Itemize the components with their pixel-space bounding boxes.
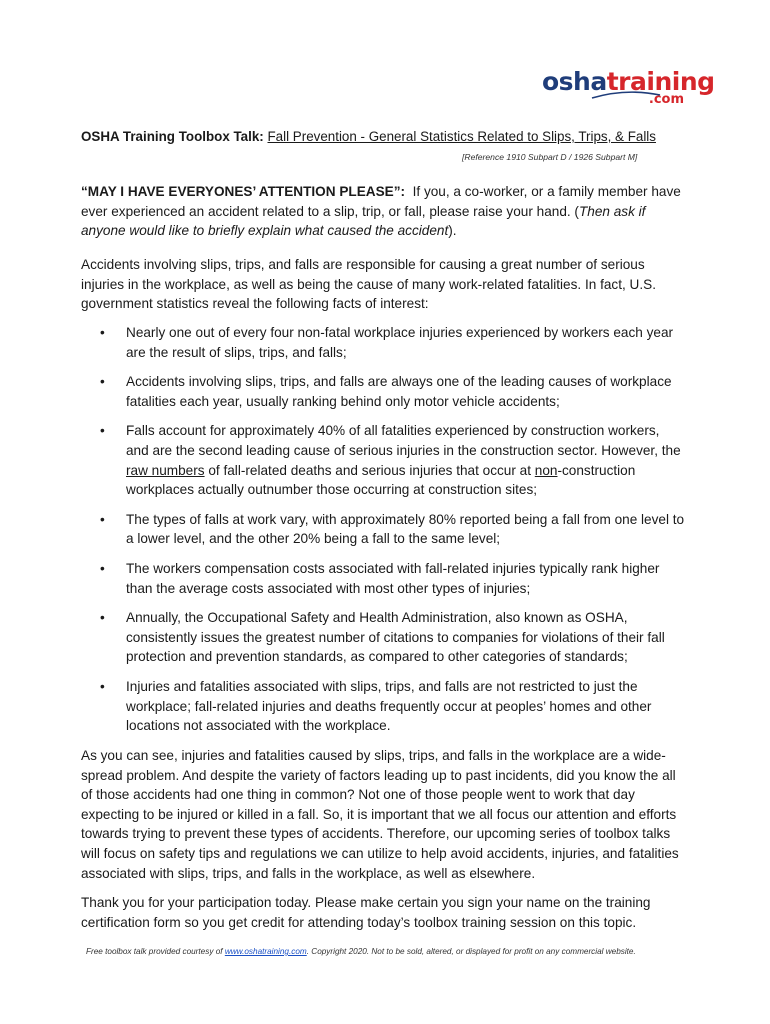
list-item-text: Accidents involving slips, trips, and falls are always one of the leading causes of workplace fatalities each year, usually ranking behind only motor vehicle accidents; (126, 374, 672, 409)
list-item-text: -construction workplaces actually outnumber those occurring at construction sites; (126, 462, 636, 498)
reference-note: [Reference 1910 Subpart D / 1926 Subpart M] (462, 152, 638, 162)
list-item (81, 372, 685, 411)
statistics-intro-paragraph: Accidents involving slips, trips, and falls are responsible for causing a great number of serious injuries in the workplace, as well as being the cause of many work-related fatalities. In fact, U.S. government statistics reveal the following facts of interest: (81, 257, 656, 312)
list-item-text: Falls account for approximately 40% of all fatalities experienced by construction workers, and are the second leading cause of serious injuries in the construction sector. However, the (126, 423, 681, 458)
footer-copyright: . Copyright 2020. Not to be sold, altered, or displayed for profit on any commercial website. (306, 947, 636, 956)
list-item-text: The types of falls at work vary, with approximately 80% reported being a fall from one level to a lower level, and the other 20% being a fall to the same level; (126, 511, 685, 547)
list-item (81, 677, 685, 736)
list-item-text: The workers compensation costs associated with fall-related injuries typically rank higher than the average costs associated with most other types of injuries; (126, 560, 660, 596)
bullet-icon: • (100, 560, 105, 576)
list-item-text: Nearly one out of every four non-fatal workplace injuries experienced by workers each year are the result of slips, trips, and falls; (126, 325, 674, 360)
bullet-icon: • (100, 325, 105, 340)
intro-close: ). (448, 223, 457, 239)
emphasis-raw-numbers: raw numbers (126, 462, 205, 478)
bullet-icon: • (100, 511, 105, 527)
bullet-icon: • (100, 374, 105, 390)
list-item (81, 323, 685, 362)
closing-paragraph: Thank you for your participation today. Please make certain you sign your name on the training certification form so you get credit for attending today’s toolbox training session on this topic. (81, 895, 651, 930)
list-item (81, 608, 685, 667)
oshatraining-logo[interactable] (542, 67, 715, 112)
list-item (81, 510, 685, 549)
page-title (81, 128, 701, 146)
intro-instruction: Then ask if anyone would like to briefly explain what caused the accident (81, 203, 646, 239)
title-topic: Fall Prevention - General Statistics Related to Slips, Trips, & Falls (267, 129, 656, 144)
bullet-icon: • (100, 423, 105, 439)
intro-text: If you, a co-worker, or a family member have ever experienced an accident related to a slip, trip, or fall, please raise your hand. ( (81, 184, 681, 219)
footer-website-link[interactable]: www.oshatraining.com (224, 947, 307, 956)
statistics-list (81, 323, 685, 736)
list-item (81, 421, 685, 499)
emphasis-non: non (534, 462, 558, 478)
footer-prefix: Free toolbox talk provided courtesy of (86, 947, 223, 956)
logo-osha-text: osha (542, 67, 607, 96)
logo-training-text: training (606, 67, 715, 96)
footer-note (86, 947, 636, 956)
bullet-icon: • (100, 678, 105, 694)
title-label: OSHA Training Toolbox Talk: (81, 129, 264, 144)
logo-domain-suffix: .com (648, 92, 684, 107)
list-item-text: of fall-related deaths and serious injuries that occur at (208, 462, 532, 478)
bullet-icon: • (100, 610, 105, 626)
intro-paragraph (81, 182, 685, 241)
summary-paragraph: As you can see, injuries and fatalities caused by slips, trips, and falls in the workplace are a wide-spread problem. And despite the variety of factors leading up to past incidents, did you know the all of those accidents had one thing in common? Not one of those people went to work that day expecting to be injured or killed in a fall. So, it is important that we all focus our attention and efforts towards trying to prevent these types of accidents. Therefore, our upcoming series of toolbox talks will focus on safety tips and regulations we can utilize to help avoid accidents, injuries, and fatalities associated with slips, trips, and falls in the workplace, as well as elsewhere. (81, 748, 679, 881)
list-item (81, 559, 685, 598)
attention-callout: “MAY I HAVE EVERYONES’ ATTENTION PLEASE”: (81, 184, 406, 199)
list-item-text: Annually, the Occupational Safety and Health Administration, also known as OSHA, consistently issues the greatest number of citations to companies for violations of their fall protection and prevention standards, as compared to other categories of standards; (126, 610, 665, 665)
list-item-text: Injuries and fatalities associated with slips, trips, and falls are not restricted to just the workplace; fall-related injuries and deaths frequently occur at peoples’ homes and other locations not associated with the workplace. (126, 678, 652, 734)
